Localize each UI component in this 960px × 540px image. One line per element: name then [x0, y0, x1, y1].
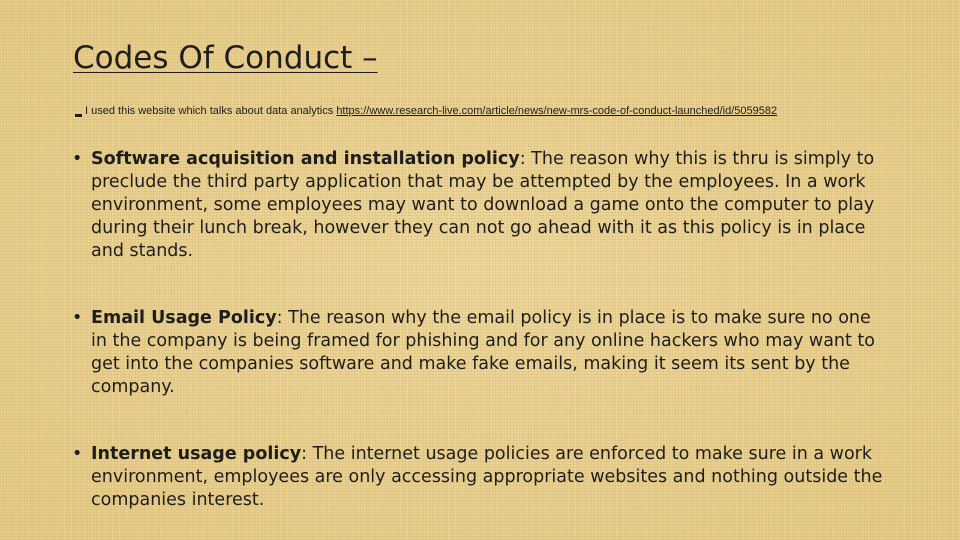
bullet-separator: :	[519, 149, 526, 169]
bullet-text: The reason why the email policy is in place is to make sure no one in the company is being framed for phishing and for any online hackers who may want to get into the companies software and make fake emails, making it seem its sent by the company.	[91, 308, 876, 397]
bullet-term: Software acquisition and installation policy	[91, 149, 520, 169]
bullet-text: The internet usage policies are enforced to make sure in a work environment, employees are only accessing appropriate websites and nothing outside the companies interest.	[91, 444, 883, 510]
bullet-separator: :	[276, 308, 283, 328]
source-marker	[75, 114, 82, 117]
bullet-term: Email Usage Policy	[91, 308, 277, 328]
bullet-text: The reason why this is thru is simply to preclude the third party application that may be attempted by the employees. In a work environment, some employees may want to download a game onto the computer to play during their lunch break, however they can not go ahead with it as this policy is in place and stands.	[91, 149, 875, 261]
bullet-internet-policy	[72, 443, 890, 512]
bullet-point-icon: •	[72, 444, 83, 464]
bullet-email-policy	[72, 307, 890, 399]
source-line	[75, 104, 777, 118]
bullet-separator: :	[301, 444, 308, 464]
bullet-term: Internet usage policy	[91, 444, 302, 464]
bullet-point-icon: •	[72, 149, 83, 169]
bullet-list	[72, 148, 890, 512]
source-text: I used this website which talks about data analytics	[85, 105, 334, 117]
slide-title: Codes Of Conduct –	[73, 40, 378, 76]
bullet-software-policy	[72, 148, 890, 263]
source-link[interactable]: https://www.research-live.com/article/news/new-mrs-code-of-conduct-launched/id/5059582	[336, 105, 778, 117]
bullet-point-icon: •	[72, 308, 83, 328]
